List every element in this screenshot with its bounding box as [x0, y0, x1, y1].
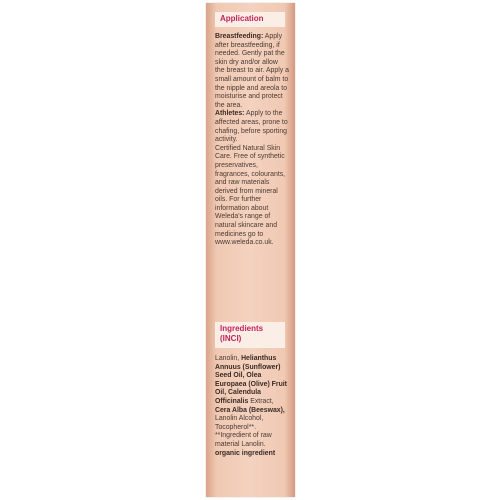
ingredient-lanolin: Lanolin,: [215, 355, 240, 362]
ingredient-extract: Extract,: [250, 397, 274, 405]
product-label-strip: [206, 3, 295, 497]
organic-ingredient-note: organic ingredient: [215, 449, 276, 457]
athletes-label: Athletes:: [215, 110, 245, 118]
ingredient-calendula: Calendula Officinalis: [215, 389, 261, 405]
application-text: [215, 33, 289, 248]
ingredient-cera: Cera Alba (Beeswax),: [215, 406, 285, 414]
breastfeeding-text: Apply after breastfeeding, if needed. Gently pat the skin dry and/or allow the breast to air. Apply a small amount of balm to the nipple and areola to moisturise and protect the area.: [215, 33, 289, 109]
athletes-text: Apply to the affected areas, prone to chafing, before sporting activity.: [215, 110, 288, 144]
breastfeeding-paragraph: [215, 33, 289, 110]
ingredient-helianthus: Helianthus Annuus (Sunflower) Seed Oil,: [215, 355, 281, 380]
ingredient-olea: Olea Europaea (Olive) Fruit Oil,: [215, 372, 287, 397]
application-heading: Application: [215, 12, 285, 27]
ingredients-heading: Ingredients (INCI): [215, 322, 285, 348]
breastfeeding-label: Breastfeeding:: [215, 33, 264, 40]
ingredient-footnote: **Ingredient of raw material Lanolin.: [215, 432, 272, 448]
ingredient-lanolin-alcohol: Lanolin Alcohol, Tocopherol**.: [215, 415, 264, 431]
athletes-paragraph: [215, 110, 289, 144]
certified-paragraph: Certified Natural Skin Care. Free of synthetic preservatives, fragrances, colourants, and raw materials derived from mineral oils. For further information about Weleda's range of natural skincare and medicines go to www.weleda.co.uk.: [215, 144, 286, 247]
ingredients-text: [215, 355, 289, 458]
